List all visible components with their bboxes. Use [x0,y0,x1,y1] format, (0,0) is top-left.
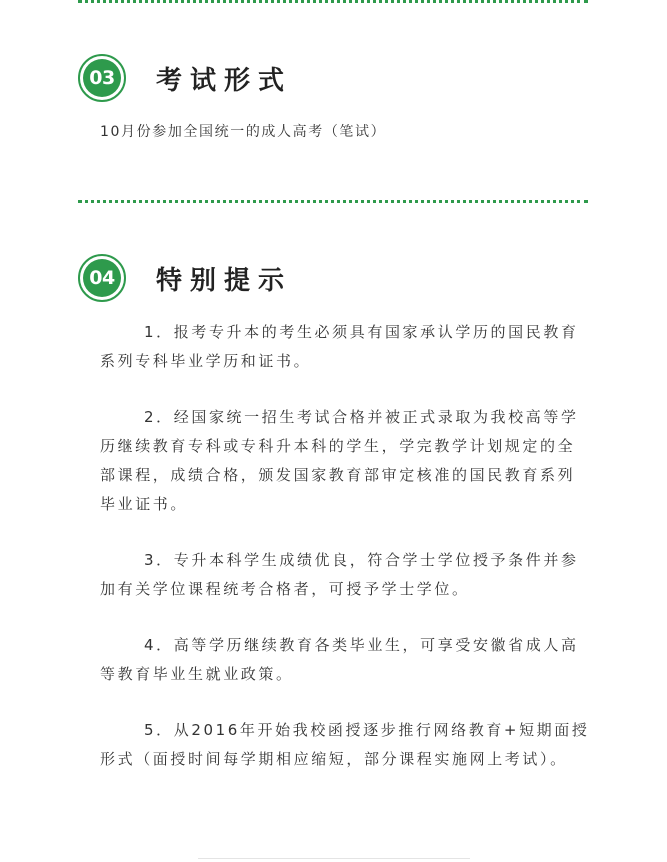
tip-item-2: 2．经国家统一招生考试合格并被正式录取为我校高等学历继续教育专科或专科升本科的学生，学完教学计划规定的全部课程，成绩合格，颁发国家教育部审定核准的国民教育系列毕业证书。 [100,408,579,513]
section-number-badge [78,254,126,302]
tip-item-3: 3．专升本科学生成绩优良，符合学士学位授予条件并参加有关学位课程统考合格者，可授予学士学位。 [100,551,579,598]
tip-item-5: 5．从2016年开始我校函授逐步推行网络教育+短期面授形式（面授时间每学期相应缩短，部分课程实施网上考试）。 [100,721,590,768]
middle-dotted-divider [78,200,588,203]
section-title-exam-form: 考试形式 [156,65,293,96]
exam-form-description: 10月份参加全国统一的成人高考（笔试） [100,124,387,140]
section-header-special-tips [78,253,292,303]
section-number: 03 [83,59,121,97]
special-tips-list [100,318,590,774]
tip-item-1: 1．报考专升本的考生必须具有国家承认学历的国民教育系列专科毕业学历和证书。 [100,323,579,370]
section-number-badge [78,54,126,102]
section-header-exam-form [78,53,292,103]
section-number: 04 [83,259,121,297]
bottom-divider-line [198,858,470,859]
section-title-special-tips: 特别提示 [156,265,293,296]
tip-item-4: 4．高等学历继续教育各类毕业生，可享受安徽省成人高等教育毕业生就业政策。 [100,636,579,683]
top-dotted-divider [78,0,588,3]
